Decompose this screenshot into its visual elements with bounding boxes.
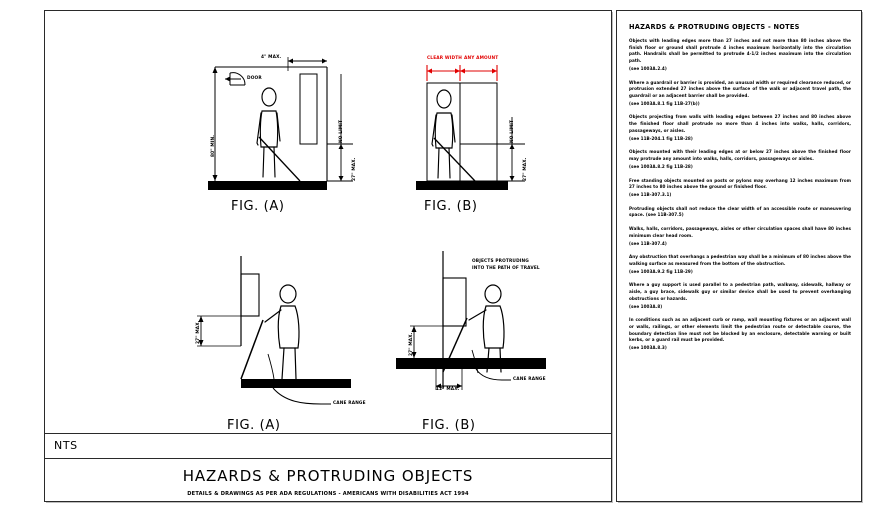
figure-top-a-no-limit-label: NO LIMIT bbox=[339, 119, 344, 143]
note-paragraph bbox=[629, 80, 851, 108]
note-reference: (see 1003A.9.2 fig 11B-29) bbox=[629, 268, 693, 274]
sheet-title: HAZARDS & PROTRUDING OBJECTS bbox=[182, 467, 474, 485]
note-text: Where a guy support is used parallel to a pedestrian path, walkway, sidewalk, hallway or aisle, a guy brace, sidewalk guy or similar device shall be used to prevent overhanging obstructions or hazards. bbox=[629, 282, 851, 301]
note-paragraph bbox=[629, 149, 851, 170]
figure-top-a-door-label: DOOR bbox=[247, 76, 262, 81]
figure-top-a-linework bbox=[175, 41, 395, 231]
note-reference: (see 1003A.8.3) bbox=[629, 345, 667, 351]
note-text: Free standing objects mounted on posts or pylons may overhang 12 inches maximum from 27 inches to 80 inches above the ground or finished floor. bbox=[629, 177, 851, 190]
note-text: Objects with leading edges more than 27 inches and not more than 80 inches above the finish floor or ground shall protrude 4 inches maximum horizontally into the circulation path. Handrails shall be permitted to protrude 4-1/2 inches maximum into the circulation path. bbox=[629, 38, 851, 64]
figure-bottom-a-left-dim-label: 27" MAX. bbox=[196, 320, 201, 344]
note-paragraph bbox=[629, 114, 851, 142]
figure-bottom-b-left-dim-label: 27" MAX. bbox=[409, 332, 414, 356]
note-text: Walks, halls, corridors, passageways, aisles or other circulation spaces shall have 80 inches minimum clear head room. bbox=[629, 226, 851, 238]
figure-top-a bbox=[175, 41, 395, 231]
figure-top-a-top-dim-label: 4" MAX. bbox=[261, 55, 282, 60]
figure-top-b-no-limit-label: NO LIMIT bbox=[510, 119, 515, 143]
notes-title: HAZARDS & PROTRUDING OBJECTS - NOTES bbox=[629, 23, 800, 31]
figure-bottom-a-caption: FIG. (A) bbox=[227, 418, 281, 433]
note-reference: (see 11B-204.1 fig 11B-28) bbox=[629, 135, 693, 141]
note-text: In conditions such as an adjacent curb or ramp, wall mounting fixtures or an adjacent wall or walls, railings, or other elements limit the pedestrian route or detectable course, the boundary detection line must not be blocked by an enclosure, detectable warning or built kerbs, or a guard rail must be provided. bbox=[629, 317, 851, 343]
note-paragraph bbox=[629, 317, 851, 352]
note-text: Protruding objects shall not reduce the clear width of an accessible route or maneuvering space. (see 11B-307.5) bbox=[629, 205, 851, 218]
figure-bottom-a bbox=[175, 246, 395, 433]
note-text: Where a guardrail or barrier is provided, an unusual width or required clearance reduced, or protrusion extended 27 inches above the surface of the walk or adjacent travel path, the guardrail or an adjacent barrier shall be provided. bbox=[629, 79, 851, 99]
scale-note: NTS bbox=[54, 439, 78, 452]
figure-bottom-b-annotation-line1: OBJECTS PROTRUDING bbox=[472, 259, 529, 264]
note-text: Objects projecting from walls with leading edges between 27 inches and 80 inches above the finished floor shall protrude no more than 4 inches into walks, halls, corridors, passageways, or aisles. bbox=[629, 114, 851, 133]
figure-bottom-b-cane-range-label: CANE RANGE bbox=[513, 377, 546, 382]
title-block-main bbox=[45, 458, 611, 501]
note-text: Any obstruction that overhangs a pedestrian way shall be a minimum of 80 inches above the walking surface as measured from the bottom of the obstruction. bbox=[629, 254, 851, 266]
figure-top-b bbox=[380, 41, 600, 231]
note-paragraph bbox=[629, 38, 851, 73]
notes-body bbox=[627, 38, 853, 352]
figure-top-b-max-label: 27" MAX. bbox=[523, 157, 528, 181]
drawing-area bbox=[45, 11, 611, 433]
drawing-frame bbox=[44, 10, 612, 502]
note-paragraph bbox=[629, 282, 851, 310]
figure-top-a-caption: FIG. (A) bbox=[231, 199, 285, 214]
figure-bottom-a-cane-range-label: CANE RANGE bbox=[333, 401, 366, 406]
figure-top-a-left-dim-label: 80" MIN. bbox=[211, 134, 216, 157]
note-paragraph bbox=[629, 178, 851, 199]
note-reference: (see 1003A.8.1 fig 11B-27(b)) bbox=[629, 100, 700, 106]
notes-panel bbox=[616, 10, 862, 502]
figure-top-a-max-label: 27" MAX. bbox=[352, 157, 357, 181]
sheet-subtitle: DETAILS & DRAWINGS AS PER ADA REGULATIONS - AMERICANS WITH DISABILITIES ACT 1994 bbox=[187, 491, 469, 497]
note-reference: (see 1003A.8.2 fig 11B-28) bbox=[629, 163, 693, 169]
note-text: Objects mounted with their leading edges at or below 27 inches above the finished floor may protrude any amount into walks, halls, corridors, passageways or aisles. bbox=[629, 149, 851, 162]
title-block-scale-row bbox=[45, 433, 611, 458]
figure-top-b-any-amount-label: ANY AMOUNT bbox=[464, 56, 499, 61]
note-reference: (see 11B-307.3.1) bbox=[629, 191, 672, 197]
note-reference: (see 1003A.8) bbox=[629, 303, 663, 309]
figure-top-b-clear-width-label: CLEAR WIDTH bbox=[427, 56, 463, 61]
figure-bottom-a-linework bbox=[175, 246, 395, 411]
note-reference: (see 11B-307.4) bbox=[629, 240, 667, 246]
note-paragraph bbox=[629, 206, 851, 219]
figure-bottom-b-annotation-line2: INTO THE PATH OF TRAVEL bbox=[472, 266, 540, 271]
note-paragraph bbox=[629, 254, 851, 275]
figure-bottom-b-caption: FIG. (B) bbox=[422, 418, 476, 433]
figure-top-b-caption: FIG. (B) bbox=[424, 199, 478, 214]
note-paragraph bbox=[629, 226, 851, 247]
note-reference: (see 1003A.2.4) bbox=[629, 65, 667, 71]
figure-top-b-linework bbox=[380, 41, 600, 231]
figure-bottom-b bbox=[380, 246, 600, 433]
figure-bottom-b-bottom-dim-label: 12" MAX. bbox=[436, 387, 460, 392]
